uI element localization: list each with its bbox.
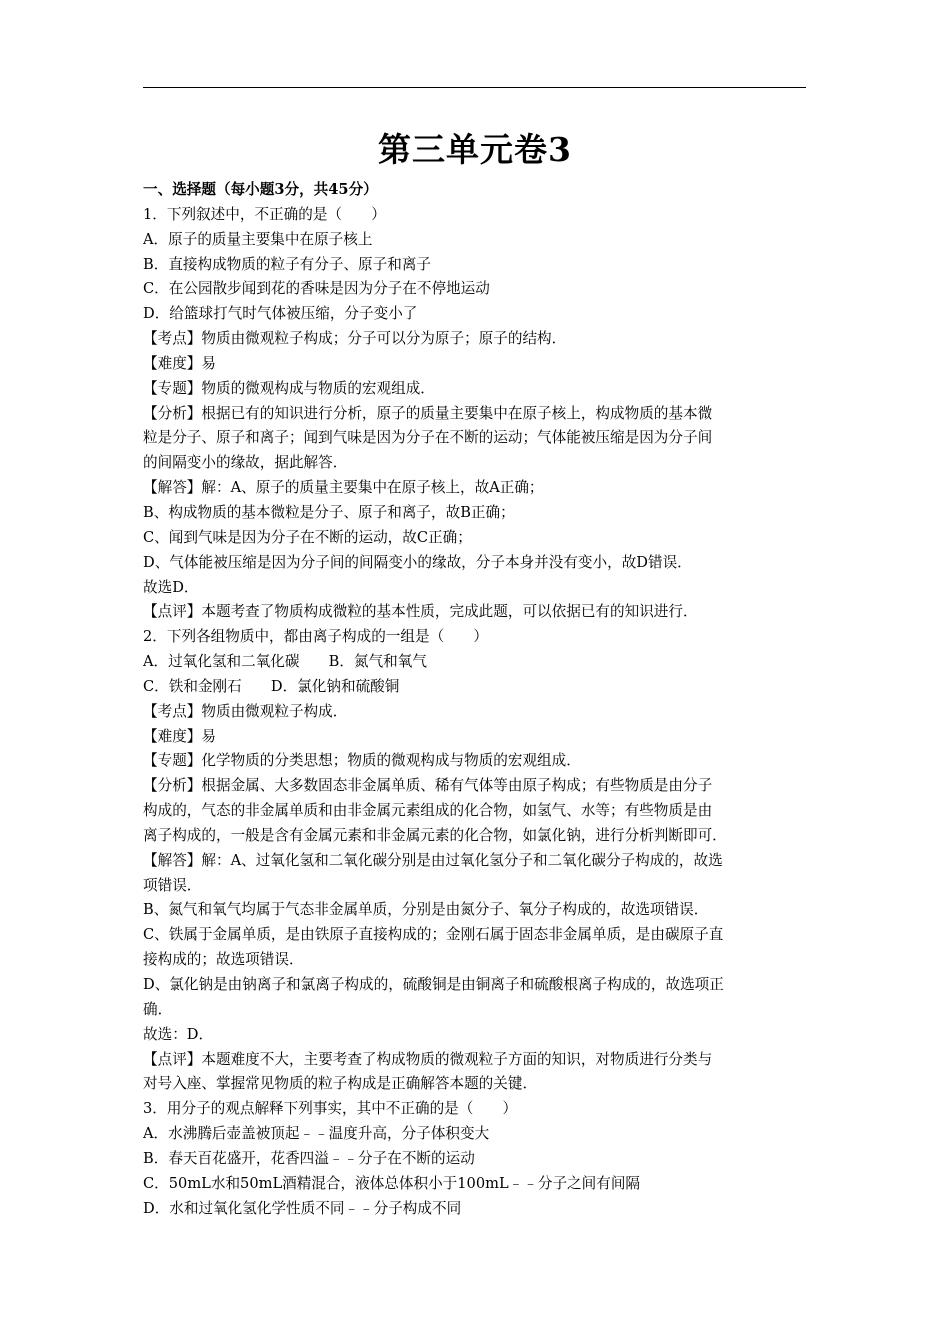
text-line: 3．用分子的观点解释下列事实，其中不正确的是（ ）	[143, 1100, 518, 1118]
text-line: 1．下列叙述中，不正确的是（ ）	[143, 205, 386, 223]
text-line: 离子构成的，一般是含有金属元素和非金属元素的化合物，如氯化钠，进行分析判断即可．	[143, 826, 727, 844]
text-line: 的间隔变小的缘故，据此解答．	[143, 454, 348, 472]
text-line: 项错误．	[143, 876, 202, 894]
header-rule	[143, 87, 806, 88]
text-line: 故选：D．	[143, 1025, 214, 1043]
section-heading: 一、选择题（每小题3分，共45分）	[143, 181, 378, 198]
text-line: B．直接构成物质的粒子有分子、原子和离子	[143, 255, 432, 273]
text-line: C、闻到气味是因为分子在不断的运动，故C正确；	[143, 528, 472, 546]
text-line: 【解答】解：A、过氧化氢和二氧化碳分别是由过氧化氢分子和二氧化碳分子构成的，故选	[143, 851, 723, 869]
text-line: 故选D．	[143, 578, 199, 596]
text-line: C．在公园散步闻到花的香味是因为分子在不停地运动	[143, 280, 490, 298]
text-line: D、氯化钠是由钠离子和氯离子构成的，硫酸铜是由铜离子和硫酸根离子构成的，故选项正	[143, 976, 724, 993]
text-line: 【分析】根据已有的知识进行分析，原子的质量主要集中在原子核上，构成物质的基本微	[143, 404, 713, 422]
text-line: 【难度】易	[143, 354, 216, 372]
text-line: 【难度】易	[143, 727, 216, 745]
text-line: 对号入座、掌握常见物质的粒子构成是正确解答本题的关键．	[143, 1075, 538, 1093]
text-line: A．原子的质量主要集中在原子核上	[143, 230, 373, 248]
text-line: 接构成的；故选项错误．	[143, 951, 304, 969]
text-line: C．50mL水和50mL酒精混合，液体总体积小于100mL﹣﹣分子之间有间隔	[143, 1174, 641, 1192]
text-line: 【点评】本题考查了物质构成微粒的基本性质，完成此题，可以依据已有的知识进行．	[143, 603, 698, 621]
text-line: D．给篮球打气时气体被压缩，分子变小了	[143, 305, 418, 323]
text-line: A．过氧化氢和二氧化碳 B．氮气和氧气	[143, 653, 427, 671]
text-line: 构成的，气态的非金属单质和由非金属元素组成的化合物，如氢气、水等；有些物质是由	[143, 802, 713, 820]
text-line: A．水沸腾后壶盖被顶起﹣﹣温度升高，分子体积变大	[143, 1125, 490, 1143]
text-line: C．铁和金刚石 D．氯化钠和硫酸铜	[143, 677, 400, 695]
text-line: B、氮气和氧气均属于气态非金属单质，分别是由氮分子、氧分子构成的，故选项错误．	[143, 901, 709, 919]
text-line: 2．下列各组物质中，都由离子构成的一组是（ ）	[143, 628, 488, 646]
text-line: D．水和过氧化氢化学性质不同﹣﹣分子构成不同	[143, 1199, 462, 1217]
text-line: 粒是分子、原子和离子；闻到气味是因为分子在不断的运动；气体能被压缩是因为分子间	[143, 429, 713, 447]
document-title: 第三单元卷3	[378, 130, 572, 169]
document-body	[143, 178, 807, 1221]
text-line: 【分析】根据金属、大多数固态非金属单质、稀有气体等由原子构成；有些物质是由分子	[143, 777, 713, 795]
text-line: D、气体能被压缩是因为分子间的间隔变小的缘故，分子本身并没有变小，故D错误．	[143, 553, 692, 571]
text-line: 【解答】解：A、原子的质量主要集中在原子核上，故A正确；	[143, 479, 544, 497]
text-line: B．春天百花盛开，花香四溢﹣﹣分子在不断的运动	[143, 1149, 475, 1167]
text-line: 【专题】化学物质的分类思想；物质的微观构成与物质的宏观组成．	[143, 752, 581, 770]
text-line: 【专题】物质的微观构成与物质的宏观组成．	[143, 379, 435, 397]
text-line: 【点评】本题难度不大，主要考查了构成物质的微观粒子方面的知识，对物质进行分类与	[143, 1050, 713, 1068]
text-line: B、构成物质的基本微粒是分子、原子和离子，故B正确；	[143, 503, 515, 521]
text-line: C、铁属于金属单质，是由铁原子直接构成的；金刚石属于固态非金属单质，是由碳原子直	[143, 926, 724, 944]
text-line: 确．	[143, 1000, 173, 1018]
text-line: 【考点】物质由微观粒子构成．	[143, 702, 348, 720]
text-line: 【考点】物质由微观粒子构成；分子可以分为原子；原子的结构．	[143, 330, 567, 348]
